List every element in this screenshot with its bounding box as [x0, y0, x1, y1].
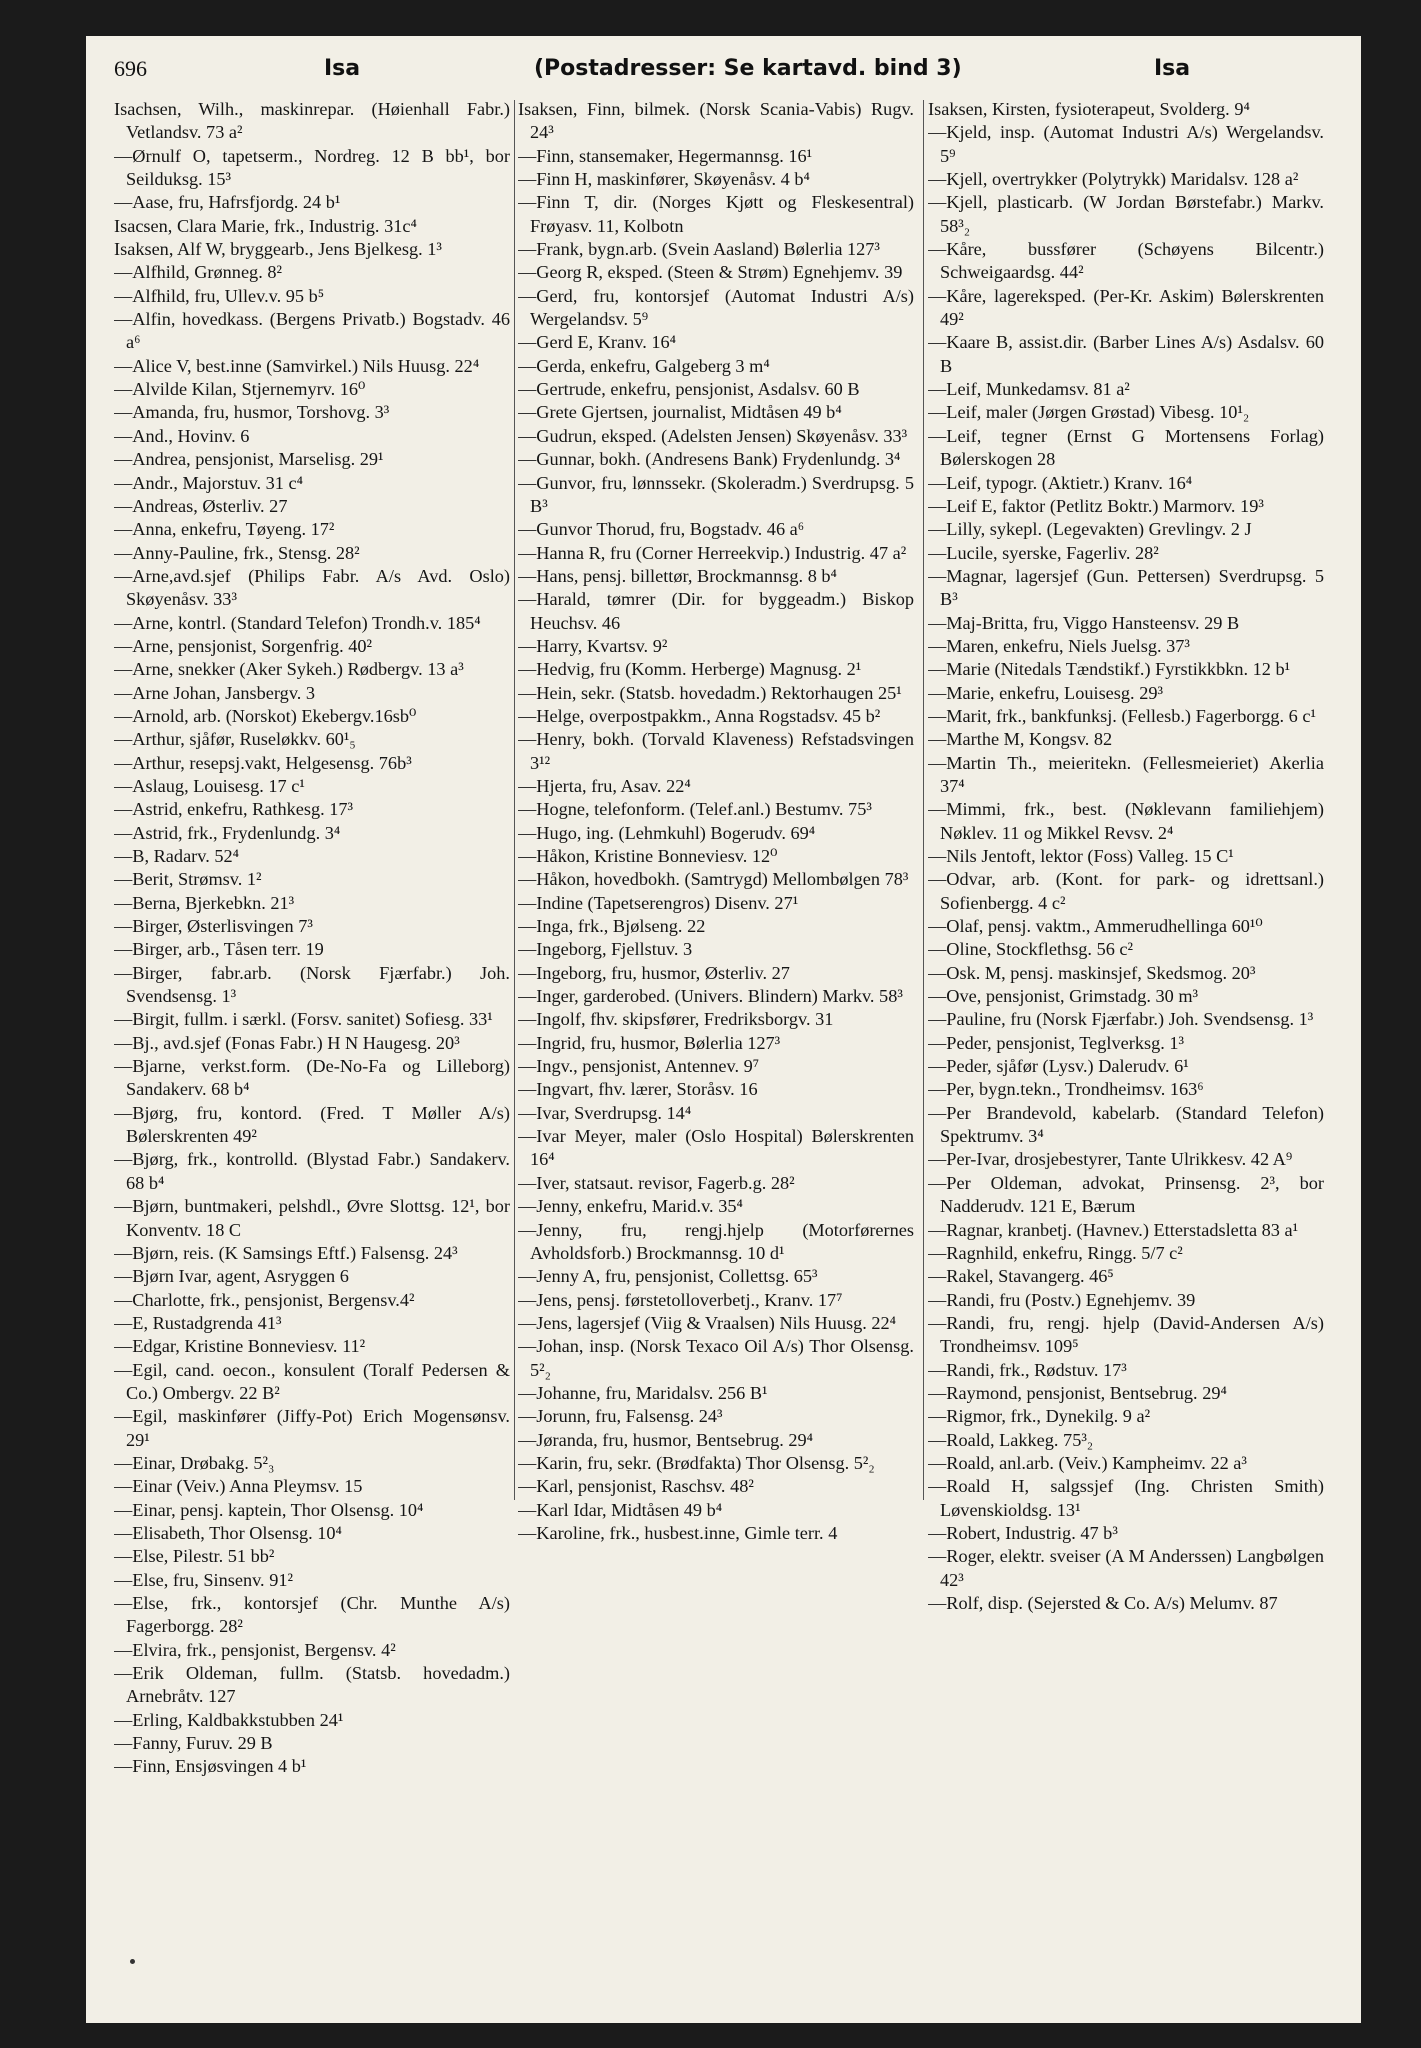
directory-entry: —Bjarne, verkst.form. (De-No-Fa og Lilleborg) Sandakerv. 68 b⁴ — [114, 1056, 510, 1100]
directory-entry: —Inga, frk., Bjølseng. 22 — [518, 916, 706, 937]
directory-entry: —Bjørn Ivar, agent, Asryggen 6 — [114, 1266, 349, 1287]
directory-entry: —Hedvig, fru (Komm. Herberge) Magnusg. 2¹ — [518, 659, 862, 680]
directory-page — [86, 36, 1361, 2023]
directory-entry: —Ivar, Sverdrupsg. 14⁴ — [518, 1102, 692, 1123]
directory-entry: —Odvar, arb. (Kont. for park- og idrettsanl.) Sofienbergg. 4 c² — [928, 869, 1324, 913]
directory-entry: —Kåre, bussfører (Schøyens Bilcentr.) Schweigaardsg. 44² — [928, 239, 1324, 283]
header-right-word: Isa — [1154, 56, 1191, 81]
directory-entry: —Jorunn, fru, Falsensg. 24³ — [518, 1406, 723, 1427]
directory-entry: —Arne, snekker (Aker Sykeh.) Rødbergv. 13 a³ — [114, 659, 464, 680]
directory-entry: —Mimmi, frk., best. (Nøklevann familiehjem) Nøklev. 11 og Mikkel Revsv. 2⁴ — [928, 799, 1324, 843]
directory-entry: —Erling, Kaldbakkstubben 24¹ — [114, 1709, 344, 1730]
directory-entry: Isaksen, Alf W, bryggearb., Jens Bjelkesg. 1³ — [114, 239, 442, 260]
directory-entry: —Gudrun, eksped. (Adelsten Jensen) Skøyenåsv. 33³ — [518, 425, 908, 446]
directory-entry: —Randi, fru, rengj. hjelp (David-Andersen A/s) Trondheimsv. 109⁵ — [928, 1312, 1324, 1357]
directory-entry: —Arne, pensjonist, Sorgenfrig. 40² — [114, 635, 373, 656]
directory-entry: —Aslaug, Louisesg. 17 c¹ — [114, 775, 305, 796]
directory-entry: —Andreas, Østerliv. 27 — [114, 495, 288, 516]
directory-entry: —Oline, Stockflethsg. 56 c² — [928, 939, 1134, 960]
directory-entry: —Grete Gjertsen, journalist, Midtåsen 49 b⁴ — [518, 402, 842, 423]
directory-entry: —Georg R, eksped. (Steen & Strøm) Egnehjemv. 39 — [518, 262, 903, 283]
directory-entry: —Jenny, enkefru, Marid.v. 35⁴ — [518, 1196, 743, 1217]
directory-entry: —Arne, kontrl. (Standard Telefon) Trondh.v. 185⁴ — [114, 612, 481, 633]
directory-entry: —Marit, frk., bankfunksj. (Fellesb.) Fagerborgg. 6 c¹ — [928, 705, 1316, 726]
directory-entry: —Finn H, maskinfører, Skøyenåsv. 4 b⁴ — [518, 169, 810, 190]
directory-column-1 — [114, 98, 510, 1779]
directory-entry: —Gerd E, Kranv. 16⁴ — [518, 332, 676, 353]
directory-entry: —Kåre, lagereksped. (Per-Kr. Askim) Bølerskrenten 49² — [928, 285, 1324, 330]
directory-entry: —Ragnhild, enkefru, Ringg. 5/7 c² — [928, 1242, 1183, 1263]
directory-entry: Isaksen, Finn, bilmek. (Norsk Scania-Vabis) Rugv. 24³ — [518, 99, 914, 143]
header-center-title: (Postadresser: Se kartavd. bind 3) — [534, 56, 962, 81]
directory-entry: —Rolf, disp. (Sejersted & Co. A/s) Melumv. 87 — [928, 1593, 1278, 1613]
directory-entry: —Rakel, Stavangerg. 46⁵ — [928, 1266, 1114, 1287]
directory-entry: —Berna, Bjerkebkn. 21³ — [114, 892, 295, 913]
directory-entry: —Elvira, frk., pensjonist, Bergensv. 4² — [114, 1639, 396, 1660]
directory-entry: —Ingvart, fhv. lærer, Storåsv. 16 — [518, 1079, 758, 1100]
directory-entry: —Johanne, fru, Maridalsv. 256 B¹ — [518, 1382, 768, 1403]
directory-entry: Isaksen, Kirsten, fysioterapeut, Svolderg. 9⁴ — [928, 99, 1250, 119]
directory-entry: —Ingeborg, fru, husmor, Østerliv. 27 — [518, 962, 790, 983]
directory-entry: —E, Rustadgrenda 41³ — [114, 1312, 282, 1333]
directory-entry: —Per-Ivar, drosjebestyrer, Tante Ulrikkesv. 42 A⁹ — [928, 1149, 1293, 1170]
directory-entry: —Lucile, syerske, Fagerliv. 28² — [928, 542, 1159, 563]
directory-entry: —Peder, sjåfør (Lysv.) Dalerudv. 6¹ — [928, 1056, 1189, 1077]
directory-entry: —Robert, Industrig. 47 b³ — [928, 1522, 1118, 1543]
directory-entry: —Astrid, frk., Frydenlundg. 3⁴ — [114, 822, 341, 843]
directory-entry: —Ingrid, fru, husmor, Bølerlia 127³ — [518, 1032, 781, 1053]
directory-entry: —Gerda, enkefru, Galgeberg 3 m⁴ — [518, 355, 770, 376]
directory-entry: —Arne Johan, Jansbergv. 3 — [114, 682, 316, 703]
directory-entry: —Henry, bokh. (Torvald Klaveness) Refstadsvingen 3¹² — [518, 729, 914, 773]
directory-entry: —And., Hovinv. 6 — [114, 425, 250, 446]
directory-entry: —Fanny, Furuv. 29 B — [114, 1733, 273, 1754]
directory-entry: —Roald, anl.arb. (Veiv.) Kampheimv. 22 a³ — [928, 1452, 1247, 1473]
directory-entry: —Birger, Østerlisvingen 7³ — [114, 916, 313, 937]
directory-entry: —Ove, pensjonist, Grimstadg. 30 m³ — [928, 986, 1199, 1007]
directory-entry: —Jens, lagersjef (Viig & Vraalsen) Nils Huusg. 22⁴ — [518, 1312, 897, 1333]
directory-entry: —Lilly, sykepl. (Legevakten) Grevlingv. 2 J — [928, 519, 1252, 540]
directory-entry: —Ragnar, kranbetj. (Havnev.) Etterstadsletta 83 a¹ — [928, 1219, 1299, 1240]
directory-entry: —Andr., Majorstuv. 31 c⁴ — [114, 472, 303, 493]
directory-entry: —Karin, fru, sekr. (Brødfakta) Thor Olsensg. 5²₂ — [518, 1452, 875, 1473]
directory-entry: —Jøranda, fru, husmor, Bentsebrug. 29⁴ — [518, 1429, 814, 1450]
directory-entry: —Elisabeth, Thor Olsensg. 10⁴ — [114, 1522, 342, 1543]
directory-entry: —Kjell, plasticarb. (W Jordan Børstefabr.) Markv. 58³₂ — [928, 192, 1324, 236]
directory-entry: —Alfhild, fru, Ullev.v. 95 b⁵ — [114, 285, 325, 306]
directory-entry: —Ørnulf O, tapetserm., Nordreg. 12 B bb¹, bor Seilduksg. 15³ — [114, 145, 510, 190]
directory-entry: —Berit, Strømsv. 1² — [114, 869, 262, 890]
directory-entry: —Aase, fru, Hafrsfjordg. 24 b¹ — [114, 192, 341, 213]
directory-entry: —Iver, statsaut. revisor, Fagerb.g. 28² — [518, 1172, 795, 1193]
directory-entry: —Gunvor, fru, lønnssekr. (Skoleradm.) Sverdrupsg. 5 B³ — [518, 472, 914, 516]
directory-entry: —Ingv., pensjonist, Antennev. 9⁷ — [518, 1056, 760, 1077]
directory-entry: —Jenny A, fru, pensjonist, Collettsg. 65³ — [518, 1266, 818, 1287]
directory-entry: —Ivar Meyer, maler (Oslo Hospital) Bølerskrenten 16⁴ — [518, 1126, 914, 1170]
directory-entry: —Einar, Drøbakg. 5²₃ — [114, 1452, 275, 1473]
directory-entry: —Einar, pensj. kaptein, Thor Olsensg. 10⁴ — [114, 1499, 424, 1520]
directory-entry: —Marthe M, Kongsv. 82 — [928, 729, 1113, 750]
directory-entry: —Johan, insp. (Norsk Texaco Oil A/s) Thor Olsensg. 5²₂ — [518, 1336, 914, 1380]
page-header — [114, 56, 1339, 96]
directory-entry: —Indine (Tapetserengros) Disenv. 27¹ — [518, 892, 799, 913]
directory-entry: —Else, frk., kontorsjef (Chr. Munthe A/s) Fagerborgg. 28² — [114, 1593, 510, 1637]
directory-entry: —Per, bygn.tekn., Trondheimsv. 163⁶ — [928, 1079, 1204, 1100]
directory-entry: —Harald, tømrer (Dir. for byggeadm.) Biskop Heuchsv. 46 — [518, 589, 914, 633]
directory-entry: —Maren, enkefru, Niels Juelsg. 37³ — [928, 635, 1190, 656]
directory-entry: —Anny-Pauline, frk., Stensg. 28² — [114, 542, 360, 563]
column-divider — [514, 100, 515, 1500]
directory-entry: —Arthur, resepsj.vakt, Helgesensg. 76b³ — [114, 752, 412, 773]
directory-entry: —Hein, sekr. (Statsb. hovedadm.) Rektorhaugen 25¹ — [518, 682, 902, 703]
directory-entry: —Bjørn, reis. (K Samsings Eftf.) Falsensg. 24³ — [114, 1242, 458, 1263]
directory-entry: —Astrid, enkefru, Rathkesg. 17³ — [114, 799, 354, 820]
directory-entry: —Alvilde Kilan, Stjernemyrv. 16⁰ — [114, 379, 366, 400]
directory-entry: —Kaare B, assist.dir. (Barber Lines A/s) Asdalsv. 60 B — [928, 332, 1324, 376]
directory-entry: —Randi, fru (Postv.) Egnehjemv. 39 — [928, 1289, 1196, 1310]
directory-entry: —Leif E, faktor (Petlitz Boktr.) Marmorv. 19³ — [928, 495, 1264, 516]
directory-entry: —Peder, pensjonist, Teglverksg. 1³ — [928, 1032, 1184, 1053]
directory-entry: —Gunnar, bokh. (Andresens Bank) Frydenlundg. 3⁴ — [518, 449, 901, 470]
directory-entry: —Håkon, hovedbokh. (Samtrygd) Mellombølgen 78³ — [518, 869, 909, 890]
directory-entry: —Frank, bygn.arb. (Svein Aasland) Bølerlia 127³ — [518, 239, 880, 260]
directory-entry: —Arnold, arb. (Norskot) Ekebergv.16sb⁰ — [114, 705, 417, 726]
directory-entry: —Karl, pensjonist, Raschsv. 48² — [518, 1476, 754, 1497]
directory-entry: —Ingeborg, Fjellstuv. 3 — [518, 939, 693, 960]
directory-entry: —Bjørg, frk., kontrolld. (Blystad Fabr.) Sandakerv. 68 b⁴ — [114, 1149, 510, 1193]
directory-entry: —Charlotte, frk., pensjonist, Bergensv.4² — [114, 1289, 415, 1310]
directory-entry: —Jenny, fru, rengj.hjelp (Motorførernes Avholdsforb.) Brockmannsg. 10 d¹ — [518, 1219, 914, 1263]
directory-entry: —Bj., avd.sjef (Fonas Fabr.) H N Haugesg. 20³ — [114, 1032, 460, 1053]
directory-entry: —Leif, maler (Jørgen Grøstad) Vibesg. 10¹₂ — [928, 402, 1250, 423]
directory-entry: —Else, fru, Sinsenv. 91² — [114, 1569, 293, 1590]
directory-entry: —Hanna R, fru (Corner Herreekvip.) Industrig. 47 a² — [518, 542, 907, 563]
directory-entry: —Raymond, pensjonist, Bentsebrug. 29⁴ — [928, 1382, 1227, 1403]
directory-entry: —Ingolf, fhv. skipsfører, Fredriksborgv. 31 — [518, 1009, 834, 1030]
directory-entry: —Harry, Kvartsv. 9² — [518, 635, 668, 656]
directory-column-3 — [928, 98, 1324, 1615]
directory-entry: —Birger, arb., Tåsen terr. 19 — [114, 939, 324, 960]
directory-entry: —Hogne, telefonform. (Telef.anl.) Bestumv. 75³ — [518, 799, 872, 820]
directory-entry: —Osk. M, pensj. maskinsjef, Skedsmog. 20³ — [928, 962, 1256, 983]
directory-entry: —Randi, frk., Rødstuv. 17³ — [928, 1359, 1127, 1380]
directory-entry: —Kjell, overtrykker (Polytrykk) Maridalsv. 128 a² — [928, 169, 1299, 190]
directory-entry: —Jens, pensj. førstetolloverbetj., Kranv. 17⁷ — [518, 1289, 843, 1310]
directory-entry: —Egil, maskinfører (Jiffy-Pot) Erich Mogensønsv. 29¹ — [114, 1406, 510, 1450]
directory-entry: —Leif, typogr. (Aktietr.) Kranv. 16⁴ — [928, 472, 1193, 493]
directory-entry: —Einar (Veiv.) Anna Pleymsv. 15 — [114, 1476, 363, 1497]
directory-entry: —Pauline, fru (Norsk Fjærfabr.) Joh. Svendsensg. 1³ — [928, 1009, 1314, 1030]
directory-entry: —Olaf, pensj. vaktm., Ammerudhellinga 60¹⁰ — [928, 916, 1263, 937]
directory-entry: —Inger, garderobed. (Univers. Blindern) Markv. 58³ — [518, 986, 903, 1007]
directory-entry: —Hugo, ing. (Lehmkuhl) Bogerudv. 69⁴ — [518, 822, 816, 843]
directory-entry: —Gunvor Thorud, fru, Bogstadv. 46 a⁶ — [518, 519, 805, 540]
directory-entry: —Kjeld, insp. (Automat Industri A/s) Wergelandsv. 5⁹ — [928, 122, 1324, 166]
directory-entry: —Edgar, Kristine Bonneviesv. 11² — [114, 1336, 366, 1357]
directory-entry: —Nils Jentoft, lektor (Foss) Valleg. 15 C¹ — [928, 846, 1234, 866]
directory-entry: —Anna, enkefru, Tøyeng. 17² — [114, 519, 335, 540]
directory-entry: —Roald H, salgssjef (Ing. Christen Smith) Løvenskioldsg. 13¹ — [928, 1476, 1324, 1520]
page-number: 696 — [114, 56, 147, 81]
directory-entry: —Marie, enkefru, Louisesg. 29³ — [928, 682, 1163, 703]
directory-entry: —Finn, stansemaker, Hegermannsg. 16¹ — [518, 145, 813, 166]
directory-entry: —Leif, Munkedamsv. 81 a² — [928, 379, 1130, 400]
directory-entry: —Alfhild, Grønneg. 8² — [114, 262, 282, 283]
directory-entry: Isachsen, Wilh., maskinrepar. (Høienhall Fabr.) Vetlandsv. 73 a² — [114, 99, 510, 143]
directory-entry: —Hjerta, fru, Asav. 22⁴ — [518, 775, 691, 796]
directory-entry: —Finn, Ensjøsvingen 4 b¹ — [114, 1756, 307, 1777]
directory-entry: —Roald, Lakkeg. 75³₂ — [928, 1429, 1094, 1450]
directory-entry: —Else, Pilestr. 51 bb² — [114, 1546, 275, 1567]
column-divider — [923, 100, 924, 1500]
directory-entry: —Finn T, dir. (Norges Kjøtt og Fleskesentral) Frøyasv. 11, Kolbotn — [518, 192, 914, 236]
directory-entry: —Gertrude, enkefru, pensjonist, Asdalsv. 60 B — [518, 379, 860, 400]
directory-entry: —Alice V, best.inne (Samvirkel.) Nils Huusg. 22⁴ — [114, 355, 480, 376]
directory-entry: —Arne,avd.sjef (Philips Fabr. A/s Avd. Oslo) Skøyenåsv. 33³ — [114, 565, 510, 610]
directory-entry: —Amanda, fru, husmor, Torshovg. 3³ — [114, 402, 390, 423]
directory-entry: —Hans, pensj. billettør, Brockmannsg. 8 b⁴ — [518, 565, 837, 586]
directory-entry: —Alfin, hovedkass. (Bergens Privatb.) Bogstadv. 46 a⁶ — [114, 309, 510, 353]
directory-entry: —Bjørg, fru, kontord. (Fred. T Møller A/s) Bølerskrenten 49² — [114, 1102, 510, 1147]
directory-entry: —Erik Oldeman, fullm. (Statsb. hovedadm.) Arnebråtv. 127 — [114, 1663, 510, 1707]
directory-column-2 — [518, 98, 914, 1545]
directory-entry: —Marie (Nitedals Tændstikf.) Fyrstikkbkn. 12 b¹ — [928, 659, 1291, 680]
directory-entry: —Per Oldeman, advokat, Prinsensg. 2³, bor Nadderudv. 121 E, Bærum — [928, 1172, 1324, 1217]
directory-entry: —Maj-Britta, fru, Viggo Hansteensv. 29 B — [928, 612, 1240, 633]
directory-entry: —Andrea, pensjonist, Marselisg. 29¹ — [114, 449, 384, 470]
directory-entry: —Håkon, Kristine Bonneviesv. 12⁰ — [518, 846, 778, 866]
directory-entry: —Per Brandevold, kabelarb. (Standard Telefon) Spektrumv. 3⁴ — [928, 1102, 1324, 1147]
header-left-word: Isa — [324, 56, 361, 81]
directory-entry: —Karl Idar, Midtåsen 49 b⁴ — [518, 1499, 723, 1520]
directory-entry: —Egil, cand. oecon., konsulent (Toralf Pedersen & Co.) Ombergv. 22 B² — [114, 1359, 510, 1403]
directory-entry: —Leif, tegner (Ernst G Mortensens Forlag) Bølerskogen 28 — [928, 425, 1324, 470]
directory-entry: —Gerd, fru, kontorsjef (Automat Industri A/s) Wergelandsv. 5⁹ — [518, 285, 914, 330]
directory-entry: Isacsen, Clara Marie, frk., Industrig. 31c⁴ — [114, 215, 417, 236]
directory-entry: —Martin Th., meieritekn. (Fellesmeieriet) Akerlia 37⁴ — [928, 752, 1324, 796]
directory-entry: —Birger, fabr.arb. (Norsk Fjærfabr.) Joh. Svendsensg. 1³ — [114, 962, 510, 1007]
directory-entry: —Magnar, lagersjef (Gun. Pettersen) Sverdrupsg. 5 B³ — [928, 565, 1324, 610]
ink-dot — [130, 1959, 135, 1964]
directory-entry: —Birgit, fullm. i særkl. (Forsv. sanitet) Sofiesg. 33¹ — [114, 1009, 493, 1030]
directory-entry: —Roger, elektr. sveiser (A M Anderssen) Langbølgen 42³ — [928, 1546, 1324, 1590]
directory-entry: —Arthur, sjåfør, Ruseløkkv. 60¹₅ — [114, 729, 356, 750]
directory-entry: —Karoline, frk., husbest.inne, Gimle terr. 4 — [518, 1522, 838, 1543]
directory-entry: —Helge, overpostpakkm., Anna Rogstadsv. 45 b² — [518, 705, 881, 726]
directory-entry: —B, Radarv. 52⁴ — [114, 846, 240, 866]
directory-entry: —Bjørn, buntmakeri, pelshdl., Øvre Slottsg. 12¹, bor Konventv. 18 C — [114, 1196, 510, 1240]
directory-entry: —Rigmor, frk., Dynekilg. 9 a² — [928, 1406, 1151, 1427]
